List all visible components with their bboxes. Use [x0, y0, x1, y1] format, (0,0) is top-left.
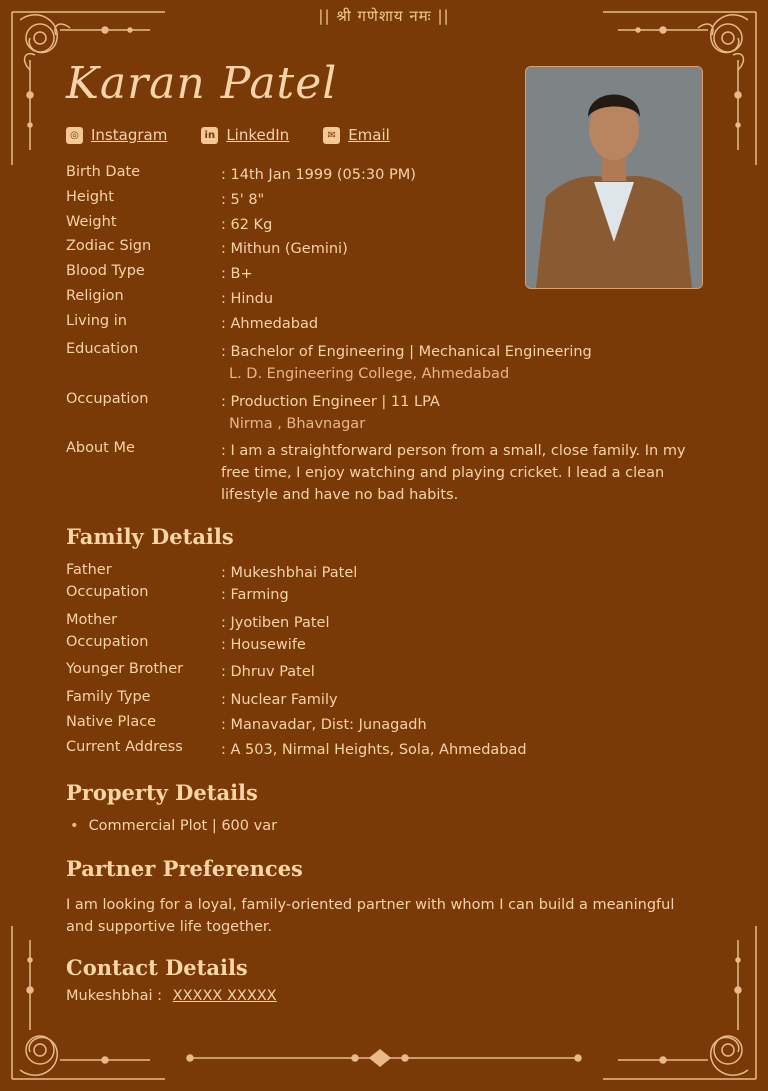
partner-text: I am looking for a loyal, family-oriented partner with whom I can build a meaningful and supportive life together.: [66, 897, 675, 935]
instagram-link[interactable]: [66, 126, 167, 144]
info-value: : I am a straightforward person from a small, close family. In my free time, I enjoy watching and playing cricket. I lead a clean lifestyle and have no bad habits.: [221, 443, 686, 503]
contact-number-link[interactable]: XXXXX XXXXX: [172, 988, 277, 1004]
email-label: Email: [348, 126, 390, 144]
family-heading: Family Details: [66, 524, 234, 549]
info-value: : B+: [221, 266, 253, 282]
contact-separator: :: [152, 988, 167, 1004]
info-key: Birth Date: [66, 164, 141, 180]
family-key: Current Address: [66, 739, 183, 755]
contact-name: Mukeshbhai: [66, 988, 153, 1004]
info-key: Height: [66, 189, 114, 205]
family-value: : Manavadar, Dist: Junagadh: [221, 717, 427, 733]
info-key: Religion: [66, 288, 124, 304]
profile-name: Karan Patel: [66, 58, 338, 109]
info-key: About Me: [66, 440, 135, 456]
family-value: : Mukeshbhai Patel: [221, 565, 358, 581]
social-links: [66, 126, 390, 144]
family-value: : Farming: [221, 587, 289, 603]
info-subvalue: L. D. Engineering College, Ahmedabad: [229, 366, 510, 382]
linkedin-label: LinkedIn: [226, 126, 290, 144]
family-key: Occupation: [66, 584, 149, 600]
partner-heading: Partner Preferences: [66, 856, 303, 881]
info-key: Blood Type: [66, 263, 145, 279]
info-value: : Mithun (Gemini): [221, 241, 348, 257]
info-key: Weight: [66, 214, 117, 230]
email-icon: ✉: [323, 127, 340, 144]
property-heading: Property Details: [66, 780, 258, 805]
info-value: : 5' 8": [221, 192, 265, 208]
instagram-icon: ◎: [66, 127, 83, 144]
info-value: : Production Engineer | 11 LPA: [221, 394, 440, 410]
info-value: : Hindu: [221, 291, 274, 307]
info-value: : 62 Kg: [221, 217, 273, 233]
family-key: Native Place: [66, 714, 157, 730]
info-key: Living in: [66, 313, 127, 329]
info-value: : Ahmedabad: [221, 316, 319, 332]
info-key: Zodiac Sign: [66, 238, 152, 254]
info-key: Occupation: [66, 391, 149, 407]
family-value: : Nuclear Family: [221, 692, 338, 708]
family-value: : A 503, Nirmal Heights, Sola, Ahmedabad: [221, 742, 527, 758]
family-value: : Jyotiben Patel: [221, 615, 330, 631]
family-key: Father: [66, 562, 112, 578]
family-key: Family Type: [66, 689, 151, 705]
linkedin-link[interactable]: [201, 126, 289, 144]
family-value: : Dhruv Patel: [221, 664, 315, 680]
instagram-label: Instagram: [91, 126, 168, 144]
contact-line: [66, 988, 277, 1004]
contact-heading: Contact Details: [66, 955, 248, 980]
family-key: Younger Brother: [66, 661, 184, 677]
blessing-text: || श्री गणेशाय नमः ||: [318, 7, 450, 25]
property-item: • Commercial Plot | 600 var: [70, 818, 277, 834]
info-subvalue: Nirma , Bhavnagar: [229, 416, 366, 432]
family-key: Mother: [66, 612, 118, 628]
info-value: : Bachelor of Engineering | Mechanical Engineering: [221, 344, 592, 360]
family-value: : Housewife: [221, 637, 306, 653]
family-key: Occupation: [66, 634, 149, 650]
linkedin-icon: in: [201, 127, 218, 144]
info-key: Education: [66, 341, 139, 357]
info-value: : 14th Jan 1999 (05:30 PM): [221, 167, 416, 183]
email-link[interactable]: [323, 126, 390, 144]
